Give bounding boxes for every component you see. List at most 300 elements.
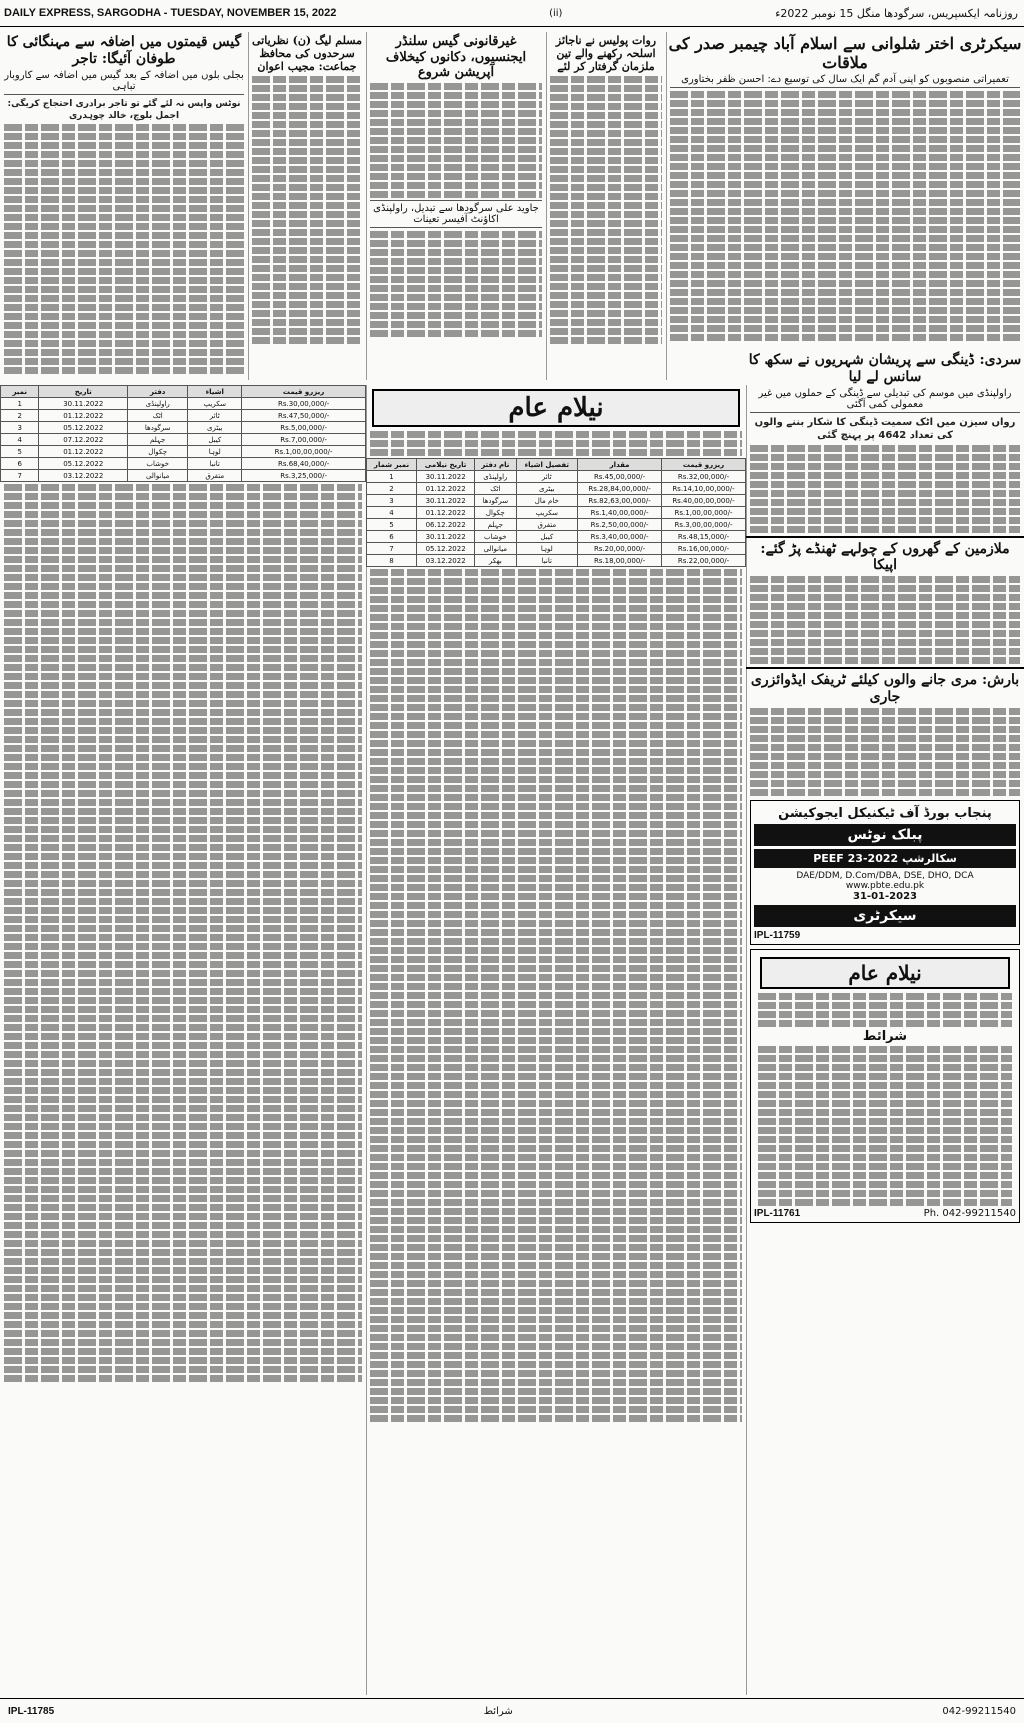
table-cell: تانبا [516, 555, 578, 567]
text-line [4, 808, 362, 815]
text-line [370, 974, 742, 981]
table-cell: Rs.2,50,00,000/- [578, 519, 662, 531]
table-cell: Rs.48,15,000/- [662, 531, 746, 543]
main-table-header: ریزرو قیمت [662, 459, 746, 471]
table-cell: سرگودھا [475, 495, 516, 507]
text-line [4, 709, 362, 716]
table-cell: سرگودھا [128, 422, 188, 434]
text-line [370, 659, 742, 666]
text-line [370, 686, 742, 693]
byline-traders: نوٹس واپس نہ لئے گئے تو تاجر برادری احتجاج کریگی: اجمل بلوچ، خالد چوہدری [7, 98, 241, 121]
text-line [370, 1370, 742, 1377]
text-line [4, 871, 362, 878]
text-line [370, 1154, 742, 1161]
text-line [370, 866, 742, 873]
table-cell: اٹک [128, 410, 188, 422]
text-line [4, 1240, 362, 1247]
text-line [4, 763, 362, 770]
text-line [4, 1312, 362, 1319]
text-line [370, 965, 742, 972]
text-line [370, 677, 742, 684]
text-line [4, 1141, 362, 1148]
table-cell: 4 [367, 507, 417, 519]
table-cell: ٹائر [188, 410, 242, 422]
text-line [4, 619, 362, 626]
table-cell: Rs.47,50,000/- [242, 410, 366, 422]
deadline: 31-01-2023 [853, 890, 917, 902]
text-line [370, 830, 742, 837]
text-line [4, 646, 362, 653]
text-line [370, 1334, 742, 1341]
table-cell: Rs.5,00,000/- [242, 422, 366, 434]
table-cell: Rs.1,40,00,000/- [578, 507, 662, 519]
page-number: (ii) [549, 7, 563, 19]
text-line [4, 1060, 362, 1067]
text-line [4, 1303, 362, 1310]
courses: DAE/DDM, D.Com/DBA, DSE, DHO, DCA [796, 870, 974, 881]
text-line [4, 790, 362, 797]
text-line [370, 920, 742, 927]
left-table-header: اشیاء [188, 386, 242, 398]
text-line [4, 754, 362, 761]
table-cell: جہلم [475, 519, 516, 531]
table-cell: 4 [1, 434, 39, 446]
text-line [4, 1375, 362, 1382]
left-table-header: تاریخ [39, 386, 128, 398]
headline-pmln: مسلم لیگ (ن) نظریاتی سرحدوں کی محافظ جماعت: مجیب اعوان [252, 34, 362, 74]
news-column-4 [546, 32, 667, 380]
table-row [1, 458, 366, 470]
main-table-header: نام دفتر [475, 459, 516, 471]
text-line [4, 970, 362, 977]
text-line [370, 1343, 742, 1350]
text-line [4, 1366, 362, 1373]
text-line [4, 1177, 362, 1184]
table-cell: 7 [367, 543, 417, 555]
text-line [370, 947, 742, 954]
table-cell: 30.11.2022 [417, 531, 475, 543]
table-cell: 7 [1, 470, 39, 482]
table-cell: کیبل [188, 434, 242, 446]
text-line [4, 1042, 362, 1049]
table-cell: چکوال [128, 446, 188, 458]
text-line [370, 569, 742, 576]
text-line [370, 1235, 742, 1242]
table-cell: 1 [367, 471, 417, 483]
text-line [370, 623, 742, 630]
text-line [370, 1316, 742, 1323]
table-row [367, 471, 746, 483]
text-line [370, 1028, 742, 1035]
text-line [370, 992, 742, 999]
website: www.pbte.edu.pk [845, 880, 925, 891]
table-cell: 6 [1, 458, 39, 470]
table-cell: 07.12.2022 [39, 434, 128, 446]
text-line [4, 592, 362, 599]
table-cell: 6 [367, 531, 417, 543]
table-cell: 3 [1, 422, 39, 434]
table-cell: Rs.16,00,000/- [662, 543, 746, 555]
text-line [4, 952, 362, 959]
table-cell: 03.12.2022 [417, 555, 475, 567]
text-line [370, 650, 742, 657]
table-cell: تانبا [188, 458, 242, 470]
text-line [370, 1118, 742, 1125]
news-column-3 [366, 32, 547, 380]
table-cell: 30.11.2022 [417, 495, 475, 507]
headline-dengue: سردی: ڈینگی سے پریشان شہریوں نے سکھ کا سانس لے لیا [748, 352, 1022, 385]
text-line [370, 1145, 742, 1152]
text-line [370, 1217, 742, 1224]
text-line [4, 1294, 362, 1301]
text-line [370, 704, 742, 711]
text-line [4, 1330, 362, 1337]
text-line [4, 610, 362, 617]
text-line [370, 983, 742, 990]
text-line [370, 1109, 742, 1116]
headline-murree: بارش: مری جانے والوں کیلئے ٹریفک ایڈوائزری جاری [750, 672, 1020, 705]
table-cell: Rs.20,00,000/- [578, 543, 662, 555]
text-line [4, 916, 362, 923]
text-line [4, 1348, 362, 1355]
text-line [4, 1249, 362, 1256]
dengue-tally: رواں سیزن میں اٹک سمیت ڈینگی کا شکار بننے والوں کی تعداد 4642 پر پہنچ گئی [754, 416, 1016, 442]
table-row [367, 519, 746, 531]
text-line [4, 907, 362, 914]
text-line [370, 929, 742, 936]
text-line [4, 1267, 362, 1274]
text-line [4, 1087, 362, 1094]
text-line [370, 1253, 742, 1260]
text-line [370, 1406, 742, 1413]
table-cell: راولپنڈی [128, 398, 188, 410]
table-cell: 05.12.2022 [417, 543, 475, 555]
text-line [4, 1069, 362, 1076]
table-row [367, 483, 746, 495]
auction2-advert [750, 949, 1020, 1223]
text-line [4, 1258, 362, 1265]
masthead-date-english: DAILY EXPRESS, SARGODHA - TUESDAY, NOVEMBER 15, 2022 [4, 7, 337, 19]
text-line [370, 713, 742, 720]
table-row [1, 434, 366, 446]
text-line [370, 893, 742, 900]
table-row [1, 410, 366, 422]
text-line [4, 817, 362, 824]
table-cell: جہلم [128, 434, 188, 446]
text-line [370, 1100, 742, 1107]
text-line [4, 1132, 362, 1139]
table-row [367, 507, 746, 519]
table-cell: Rs.7,00,000/- [242, 434, 366, 446]
table-cell: Rs.22,00,000/- [662, 555, 746, 567]
text-line [370, 1361, 742, 1368]
table-cell: 30.11.2022 [417, 471, 475, 483]
text-line [370, 1010, 742, 1017]
subhead-gas-prices: بجلی بلوں میں اضافہ کے بعد گیس میں اضافہ سے کاروبار تباہی [4, 70, 244, 95]
text-line [4, 700, 362, 707]
table-cell: Rs.68,40,000/- [242, 458, 366, 470]
text-line [370, 956, 742, 963]
text-line [4, 1024, 362, 1031]
table-cell: میانوالی [475, 543, 516, 555]
text-line [370, 1415, 742, 1422]
text-line [4, 772, 362, 779]
table-cell: خوشاب [475, 531, 516, 543]
table-cell: لوہا [188, 446, 242, 458]
table-cell: خوشاب [128, 458, 188, 470]
pbte-advert [750, 800, 1020, 945]
text-line [370, 1001, 742, 1008]
table-cell: 01.12.2022 [417, 483, 475, 495]
text-line [370, 758, 742, 765]
table-cell: 5 [1, 446, 39, 458]
text-line [370, 1163, 742, 1170]
text-line [4, 835, 362, 842]
table-cell: Rs.1,00,00,000/- [242, 446, 366, 458]
text-line [370, 596, 742, 603]
text-line [4, 1051, 362, 1058]
text-line [370, 1271, 742, 1278]
text-line [370, 1280, 742, 1287]
text-line [4, 1114, 362, 1121]
text-line [370, 767, 742, 774]
text-line [4, 556, 362, 563]
text-line [4, 1150, 362, 1157]
news-column-2 [248, 32, 367, 380]
table-cell: Rs.32,00,000/- [662, 471, 746, 483]
table-row [367, 531, 746, 543]
text-line [370, 938, 742, 945]
text-line [4, 844, 362, 851]
auction2-title: نیلام عام [760, 957, 1010, 989]
main-table-header: تاریخ نیلامی [417, 459, 475, 471]
text-line [4, 682, 362, 689]
left-table-header: دفتر [128, 386, 188, 398]
secretary: سیکرٹری [754, 905, 1016, 927]
table-cell: 1 [1, 398, 39, 410]
text-line [4, 997, 362, 1004]
text-line [4, 1231, 362, 1238]
text-line [370, 1046, 742, 1053]
text-line [4, 565, 362, 572]
text-line [370, 803, 742, 810]
text-line [370, 1307, 742, 1314]
text-line [4, 880, 362, 887]
text-line [4, 1285, 362, 1292]
text-line [4, 781, 362, 788]
table-cell: Rs.30,00,000/- [242, 398, 366, 410]
text-line [4, 1204, 362, 1211]
table-cell: خام مال [516, 495, 578, 507]
text-line [4, 1213, 362, 1220]
contact2: Ph. 042-99211540 [923, 1207, 1016, 1219]
text-line [4, 853, 362, 860]
text-line [370, 776, 742, 783]
text-line [4, 1159, 362, 1166]
main-table-header: تفصیل اشیاء [516, 459, 578, 471]
text-line [4, 1339, 362, 1346]
ipl-number-1: IPL-11759 [754, 929, 801, 941]
text-line [4, 574, 362, 581]
table-row [367, 543, 746, 555]
news-column-5 [666, 32, 1024, 380]
table-cell: بیٹری [188, 422, 242, 434]
auction-title: نیلام عام [372, 389, 740, 427]
table-cell: Rs.3,40,00,000/- [578, 531, 662, 543]
text-line [370, 794, 742, 801]
masthead-date-urdu: روزنامہ ایکسپریس، سرگودھا منگل 15 نومبر 2022ء [775, 6, 1018, 20]
text-line [370, 875, 742, 882]
headline-secretary-meeting: سیکرٹری اختر شلوانی سے اسلام آباد چیمبر صدر کی ملاقات [668, 34, 1022, 73]
table-cell: 01.12.2022 [39, 410, 128, 422]
text-line [4, 673, 362, 680]
text-line [370, 587, 742, 594]
text-line [4, 664, 362, 671]
text-line [370, 1352, 742, 1359]
headline-gas-prices: گیس قیمتوں میں اضافہ سے مہنگائی کا طوفان آئیگا: تاجر [6, 34, 242, 67]
text-line [370, 821, 742, 828]
text-line [4, 862, 362, 869]
text-line [370, 1082, 742, 1089]
table-cell: اٹک [475, 483, 516, 495]
table-cell: 01.12.2022 [417, 507, 475, 519]
left-table-header: ریزرو قیمت [242, 386, 366, 398]
text-line [4, 1078, 362, 1085]
text-line [4, 898, 362, 905]
table-row [367, 555, 746, 567]
table-cell: ٹائر [516, 471, 578, 483]
text-line [370, 1037, 742, 1044]
table-cell: 06.12.2022 [417, 519, 475, 531]
text-line [370, 848, 742, 855]
text-line [370, 614, 742, 621]
table-row [1, 446, 366, 458]
subhead-transfer: جاوید علی سرگودھا سے تبدیل، راولپنڈی اکاؤنٹ آفیسر تعینات [370, 200, 542, 228]
text-line [4, 1321, 362, 1328]
table-cell: بھکر [475, 555, 516, 567]
text-line [370, 785, 742, 792]
auction-main [366, 385, 747, 1695]
text-line [4, 1123, 362, 1130]
text-line [370, 1208, 742, 1215]
text-line [370, 902, 742, 909]
text-line [370, 1388, 742, 1395]
table-cell: 2 [1, 410, 39, 422]
text-line [4, 1222, 362, 1229]
headline-gas-cylinders: غیرقانونی گیس سلنڈر ایجنسیوں، دکانوں کیخلاف آپریشن شروع [385, 34, 527, 81]
table-cell: Rs.14,10,00,000/- [662, 483, 746, 495]
text-line [370, 731, 742, 738]
conditions2: شرائط [862, 1028, 908, 1044]
text-line [370, 1064, 742, 1071]
table-cell: 05.12.2022 [39, 422, 128, 434]
text-line [370, 605, 742, 612]
text-line [370, 839, 742, 846]
text-line [4, 961, 362, 968]
text-line [4, 1276, 362, 1283]
text-line [370, 857, 742, 864]
text-line [4, 979, 362, 986]
text-line [4, 628, 362, 635]
table-cell: 05.12.2022 [39, 458, 128, 470]
text-line [4, 889, 362, 896]
text-line [4, 493, 362, 500]
text-line [370, 632, 742, 639]
text-line [4, 925, 362, 932]
text-line [370, 1172, 742, 1179]
text-line [4, 934, 362, 941]
text-line [4, 1186, 362, 1193]
table-cell: سکریپ [516, 507, 578, 519]
text-line [4, 655, 362, 662]
text-line [370, 641, 742, 648]
text-line [4, 520, 362, 527]
masthead [0, 0, 1024, 27]
table-cell: لوہا [516, 543, 578, 555]
right-column [746, 350, 1024, 1695]
table-row [1, 470, 366, 482]
table-row [367, 495, 746, 507]
main-table-header: نمبر شمار [367, 459, 417, 471]
main-table-header: مقدار [578, 459, 662, 471]
text-line [4, 718, 362, 725]
text-line [4, 529, 362, 536]
contact-main: 042-99211540 [942, 1705, 1016, 1717]
text-line [370, 1397, 742, 1404]
text-line [370, 740, 742, 747]
text-line [370, 1181, 742, 1188]
text-line [370, 695, 742, 702]
text-line [370, 911, 742, 918]
table-cell: کیبل [516, 531, 578, 543]
text-line [370, 749, 742, 756]
text-line [4, 484, 362, 491]
table-cell: Rs.3,25,000/- [242, 470, 366, 482]
text-line [4, 691, 362, 698]
main-auction-table [366, 458, 746, 567]
text-line [370, 1019, 742, 1026]
subhead-construction: تعمیراتی منصوبوں کو اپنی آدم گم ایک سال کی توسیع دے: احسن ظفر بختاوری [670, 74, 1020, 88]
text-line [370, 578, 742, 585]
peef-scheme: PEEF سکالرشپ 2022-23 [754, 849, 1016, 868]
left-table-header: نمبر [1, 386, 39, 398]
table-cell: 2 [367, 483, 417, 495]
text-line [370, 1262, 742, 1269]
text-line [4, 943, 362, 950]
table-cell: Rs.82,63,00,000/- [578, 495, 662, 507]
text-line [4, 538, 362, 545]
text-line [4, 727, 362, 734]
news-column-1 [0, 32, 249, 380]
ipl-number-2: IPL-11761 [754, 1207, 801, 1219]
text-line [4, 511, 362, 518]
text-line [370, 1136, 742, 1143]
text-line [370, 1325, 742, 1332]
text-line [370, 722, 742, 729]
text-line [370, 812, 742, 819]
conditions-label: شرائط [483, 1705, 513, 1717]
subhead-dengue: راولپنڈی میں موسم کی تبدیلی سے ڈینگی کے حملوں میں غیر معمولی کمی آگئی [750, 388, 1020, 413]
table-cell: Rs.40,00,00,000/- [662, 495, 746, 507]
table-cell: متفرق [516, 519, 578, 531]
headline-apca: ملازمین کے گھروں کے چولہے ٹھنڈے پڑ گئے: اپیکا [760, 540, 1010, 574]
text-line [4, 502, 362, 509]
headline-rawat-police: روات پولیس نے ناجائز اسلحہ رکھنے والے تین ملزمان گرفتار کر لئے [555, 34, 657, 74]
table-cell: 8 [367, 555, 417, 567]
table-cell: Rs.28,84,00,000/- [578, 483, 662, 495]
table-cell: 01.12.2022 [39, 446, 128, 458]
text-line [370, 884, 742, 891]
